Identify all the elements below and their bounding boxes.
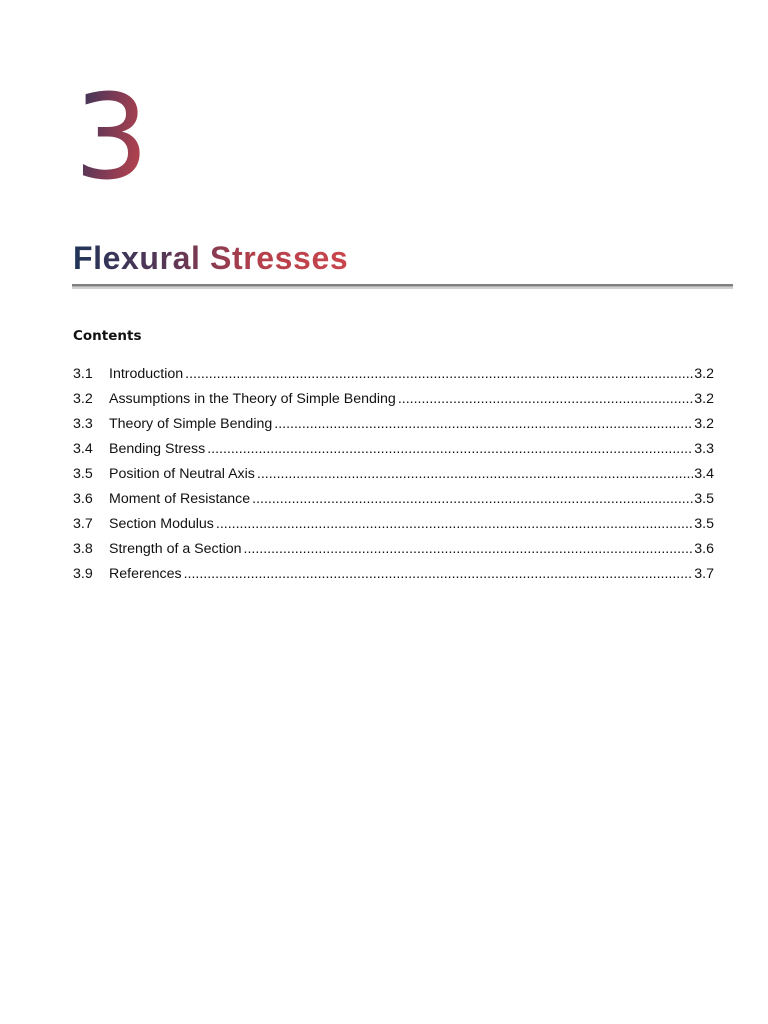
toc-leader-dots — [274, 414, 693, 434]
toc-entry-page: 3.6 — [694, 541, 714, 557]
toc-entry-page: 3.5 — [694, 516, 714, 532]
toc-entry-title: Strength of a Section — [109, 541, 242, 557]
chapter-title: Flexural Stresses — [73, 240, 349, 276]
toc-entry-title: Section Modulus — [109, 516, 214, 532]
toc-entry-number: 3.3 — [73, 416, 93, 432]
toc-leader-dots — [257, 464, 693, 484]
toc-entry-references[interactable] — [73, 564, 714, 589]
toc-entry-number: 3.9 — [73, 566, 93, 582]
toc-entry-moment-of-resistance[interactable] — [73, 489, 714, 514]
toc-leader-dots — [207, 439, 693, 459]
toc-entry-section-modulus[interactable] — [73, 514, 714, 539]
toc-entry-page: 3.2 — [694, 366, 714, 382]
toc-entry-title: Theory of Simple Bending — [109, 416, 273, 432]
toc-entry-number: 3.4 — [73, 441, 93, 457]
toc-leader-dots — [398, 389, 693, 409]
toc-entry-title: Position of Neutral Axis — [109, 466, 255, 482]
toc-entry-title: Bending Stress — [109, 441, 206, 457]
contents-heading: Contents — [73, 328, 142, 344]
toc-leader-dots — [252, 489, 693, 509]
toc-entry-title: Assumptions in the Theory of Simple Bending — [109, 391, 396, 407]
toc-entry-title: References — [109, 566, 182, 582]
toc-entry-title: Introduction — [109, 366, 184, 382]
toc-entry-page: 3.3 — [694, 441, 714, 457]
toc-entry-number: 3.8 — [73, 541, 93, 557]
toc-entry-page: 3.5 — [694, 491, 714, 507]
toc-entry-assumptions[interactable] — [73, 389, 714, 414]
toc-entry-page: 3.2 — [694, 391, 714, 407]
toc-entry-number: 3.2 — [73, 391, 93, 407]
toc-leader-dots — [216, 514, 693, 534]
toc-entry-title: Moment of Resistance — [109, 491, 251, 507]
chapter-number: 3 — [74, 68, 150, 206]
toc-entry-introduction[interactable] — [73, 364, 714, 389]
toc-entry-bending-stress[interactable] — [73, 439, 714, 464]
toc-entry-strength-of-section[interactable] — [73, 539, 714, 564]
toc-entry-number: 3.6 — [73, 491, 93, 507]
toc-entry-number: 3.1 — [73, 366, 93, 382]
title-divider — [72, 284, 733, 287]
toc-leader-dots — [185, 364, 693, 384]
toc-entry-page: 3.2 — [694, 416, 714, 432]
toc-leader-dots — [244, 539, 694, 559]
toc-entry-page: 3.4 — [694, 466, 714, 482]
toc-entry-neutral-axis[interactable] — [73, 464, 714, 489]
toc-leader-dots — [184, 564, 694, 584]
table-of-contents — [73, 364, 714, 589]
toc-entry-theory-simple-bending[interactable] — [73, 414, 714, 439]
toc-entry-page: 3.7 — [694, 566, 714, 582]
toc-entry-number: 3.5 — [73, 466, 93, 482]
toc-entry-number: 3.7 — [73, 516, 93, 532]
